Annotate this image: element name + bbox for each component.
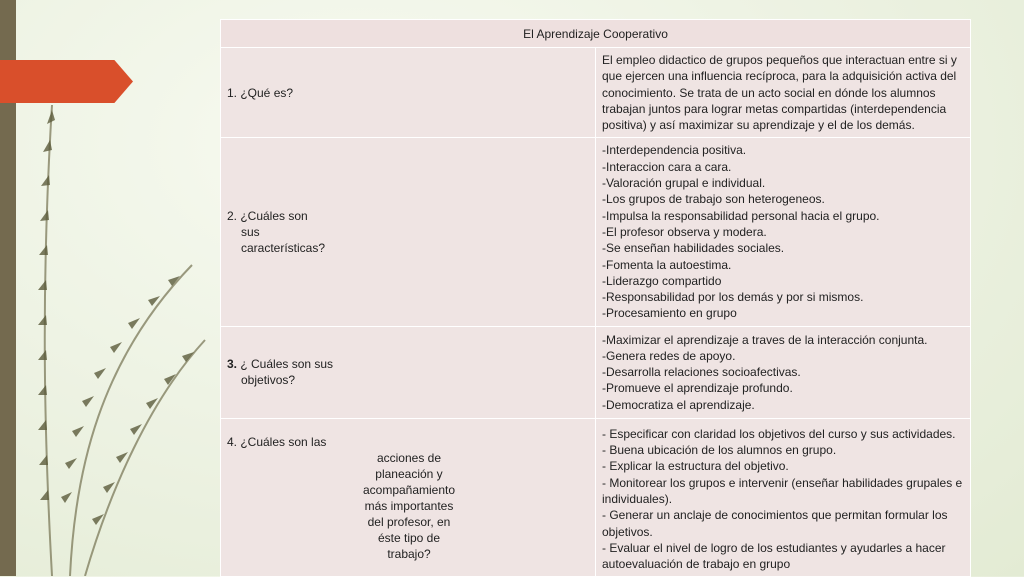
row-label	[221, 418, 596, 577]
row-label-line: del profesor, en	[367, 514, 451, 529]
list-item: -Los grupos de trabajo son heterogeneos.	[602, 192, 825, 207]
row-description	[596, 326, 971, 418]
row-label-line: 1. ¿Qué es?	[227, 85, 294, 100]
list-item: -Interdependencia positiva.	[602, 143, 747, 158]
list-item: - Generar un anclaje de conocimientos que permitan formular los objetivos.	[602, 508, 948, 539]
objectives-list	[602, 332, 964, 413]
list-item: -Valoración grupal e individual.	[602, 176, 766, 191]
list-item: - Especificar con claridad los objetivos del curso y sus actividades.	[602, 426, 956, 441]
row-label-line: acciones de	[376, 450, 442, 465]
list-item: -El profesor observa y modera.	[602, 224, 767, 239]
table-row	[221, 418, 971, 577]
row-label-line: trabajo?	[387, 546, 431, 561]
table-header-row	[221, 20, 971, 48]
characteristics-list	[602, 142, 964, 321]
list-item: -Responsabilidad por los demás y por si mismos.	[602, 290, 864, 305]
table-row	[221, 326, 971, 418]
row-label	[221, 326, 596, 418]
list-item: -Desarrolla relaciones socioafectivas.	[602, 365, 801, 380]
list-item: -Democratiza el aprendizaje.	[602, 397, 755, 412]
row-label-line: objetivos?	[241, 373, 296, 388]
list-item: - Explicar la estructura del objetivo.	[602, 459, 789, 474]
row-label-line: más importantes	[364, 498, 454, 513]
list-item: -Procesamiento en grupo	[602, 306, 737, 321]
teacher-actions-list	[602, 426, 964, 573]
row-description	[596, 418, 971, 577]
list-item: -Maximizar el aprendizaje a traves de la interacción conjunta.	[602, 332, 928, 347]
row-description: El empleo didactico de grupos pequeños que interactuan entre si y que ejercen una influencia recíproca, para la adquisición activa del conocimiento. Se trata de un acto social en dónde los alumnos trabajan juntos para lograr metas compartidas (interdependencia positiva) y así maximizar su aprendizaje y el de los demás.	[596, 48, 971, 138]
list-item: -Impulsa la responsabilidad personal hacia el grupo.	[602, 208, 880, 223]
row-label-line: ¿ Cuáles son sus	[237, 357, 334, 372]
list-item: - Buena ubicación de los alumnos en grupo.	[602, 443, 837, 458]
list-item: -Liderazgo compartido	[602, 273, 722, 288]
cooperative-learning-table	[220, 19, 971, 577]
list-item: -Promueve el aprendizaje profundo.	[602, 381, 793, 396]
list-item: -Interaccion cara a cara.	[602, 159, 732, 174]
row-label-line: planeación y	[375, 466, 443, 481]
row-label-line: sus	[241, 225, 260, 240]
list-item: - Evaluar el nivel de logro de los estudiantes y ayudarles a hacer autoevaluación de trabajo en grupo	[602, 540, 946, 572]
row-label-number: 3.	[227, 357, 238, 372]
list-item: -Genera redes de apoyo.	[602, 348, 736, 363]
row-label	[221, 48, 596, 138]
row-label-line: acompañamiento	[362, 482, 456, 497]
row-label	[221, 138, 596, 326]
table-title: El Aprendizaje Cooperativo	[221, 20, 971, 48]
red-arrow-shape	[0, 60, 133, 103]
list-item: -Fomenta la autoestima.	[602, 257, 732, 272]
content-area	[220, 19, 971, 572]
row-label-line: 2. ¿Cuáles son	[227, 209, 308, 224]
list-item: - Monitorear los grupos e intervenir (enseñar habilidades grupales e individuales).	[602, 475, 963, 506]
row-label-line: características?	[241, 241, 326, 256]
row-label-line: 4. ¿Cuáles son las	[227, 434, 327, 449]
row-description	[596, 138, 971, 326]
table-row	[221, 48, 971, 138]
row-label-line: éste tipo de	[377, 530, 441, 545]
list-item: -Se enseñan habilidades sociales.	[602, 241, 785, 256]
table-row	[221, 138, 971, 326]
